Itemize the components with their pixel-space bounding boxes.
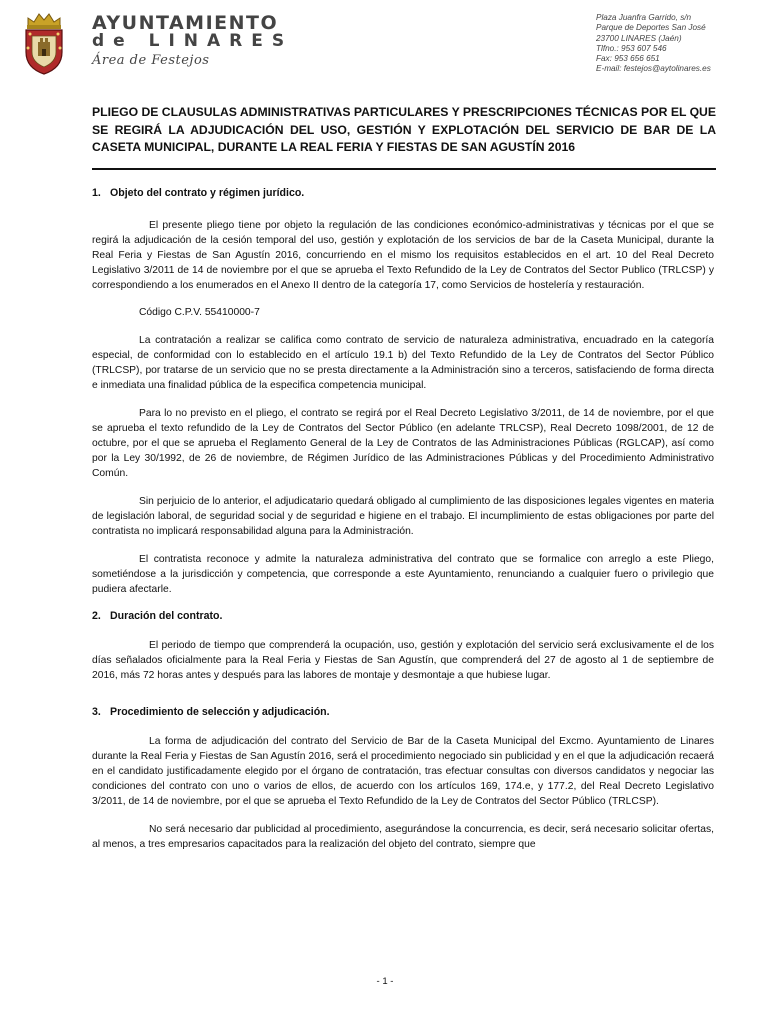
paragraph: La forma de adjudicación del contrato del Servicio de Bar de la Caseta Municipal del Excmo. Ayuntamiento de Linares durante la Real Feria y Fiestas de San Agustín 2016, será el procedimiento negociado sin publicidad y en el que la adjudicación recaerá en el candidato justificadamente elegido por el órgano de contratación, tras efectuar consultas con diversos candidatos y negociar las condiciones del contrato con uno o varios de ellos, de acuerdo con los artículos 169, 174.e, y 177.2, del Real Decreto Legislativo 3/2011, de 14 de noviembre, por el que se aprueba el Texto Refundido de la Ley de Contratos del Sector Público (TRLCSP). (92, 736, 714, 807)
cpv-code: Código C.P.V. 55410000-7 (139, 307, 260, 318)
department-name: Área de Festejos (92, 53, 210, 68)
section-number: 1. (92, 187, 101, 199)
document-title: PLIEGO DE CLAUSULAS ADMINISTRATIVAS PARTICULARES Y PRESCRIPCIONES TÉCNICAS POR EL QUE SE REGIRÁ LA ADJUDICACIÓN DEL USO, GESTIÓN Y EXPLOTACIÓN DEL SERVICIO DE BAR DE LA CASETA MUNICIPAL, DURANTE LA REAL FERIA Y FIESTAS DE SAN AGUSTÍN 2016 (92, 105, 716, 155)
letterhead (0, 0, 770, 78)
coat-of-arms-icon (20, 12, 68, 76)
section-title: Duración del contrato. (110, 610, 223, 622)
org-name-line2: de LINARES (92, 31, 294, 51)
org-name-line1: AYUNTAMIENTO (92, 12, 279, 34)
paragraph: El contratista reconoce y admite la naturaleza administrativa del contrato que se formalice con arreglo a este Pliego, sometiéndose a la jurisdicción y competencia, que corresponde a este Ayuntamiento, renunciando a cualquier fuero o privilegio que pudiera afectarle. (92, 554, 714, 595)
section-title: Objeto del contrato y régimen jurídico. (110, 187, 305, 199)
contact-address: Plaza Juanfra Garrido, s/n (596, 13, 692, 22)
section-heading-2 (92, 609, 714, 624)
contact-fax: Fax: 953 656 651 (596, 54, 660, 64)
paragraph: El periodo de tiempo que comprenderá la ocupación, uso, gestión y explotación del servicio será exclusivamente el de los días señalados oficialmente para la Real Feria y Fiestas de San Agustín, que comprenderá del 27 de agosto al 1 de septiembre de 2016, más 72 horas antes y después para las labores de montaje y desmontaje a que hubiese lugar. (92, 640, 714, 681)
paragraph: Para lo no previsto en el pliego, el contrato se regirá por el Real Decreto Legislativo 3/2011, de 14 de noviembre, por el que se aprueba el texto refundido de la Ley de Contratos del Sector Público (en adelante TRLCSP), Real Decreto 1098/2001, de 12 de octubre, por el que se aprueba el Reglamento General de la Ley de Contratos de las Administraciones Públicas (RGLCAP), así como por la Ley 30/1992, de 26 de noviembre, de Régimen Jurídico de las Administraciones Públicas y del Procedimiento Administrativo Común. (92, 408, 714, 479)
contact-email: E-mail: festejos@aytolinares.es (596, 64, 711, 74)
section-number: 3. (92, 706, 101, 718)
contact-phone: Tlfno.: 953 607 546 (596, 43, 667, 53)
paragraph: El presente pliego tiene por objeto la regulación de las condiciones económico-administrativas y técnicas por el que se regirá la adjudicación de la cesión temporal del uso, gestión y explotación de los servicios de bar de la Caseta Municipal, durante la Real Feria y Fiestas de San Agustín 2016, concurriendo en el mismo los requisitos establecidos en el art. 10 del Real Decreto Legislativo 3/2011 de 14 de noviembre por el que se aprueba el Texto Refundido de la Ley de Contratos del Sector Publico (TRLCSP) y correspondiendo a los enumerados en el Anexo II dentro de la categoría 17, como Servicios de hostelería y restauración. (92, 220, 714, 291)
title-divider (92, 168, 716, 170)
document-body (92, 186, 714, 852)
organization-name (92, 14, 293, 71)
contact-city: 23700 LINARES (Jaén) (596, 33, 682, 43)
paragraph: La contratación a realizar se califica como contrato de servicio de naturaleza administrativa, encuadrado en la categoría especial, de conformidad con lo establecido en el artículo 19.1 b) del Texto Refundido de la Ley de Contratos del Sector Público (TRLCSP), por tratarse de un servicio que no se presta directamente a la Administración sino a terceros, satisfaciendo de forma directa e inmediata una finalidad pública de la especifica competencia municipal. (92, 335, 714, 391)
contact-block (596, 13, 711, 75)
paragraph: Sin perjuicio de lo anterior, el adjudicatario quedará obligado al cumplimiento de las disposiciones legales vigentes en materia de legislación laboral, de seguridad social y de seguridad e higiene en el trabajo. El incumplimiento de estas obligaciones por parte del contratista no implicará responsabilidad alguna para la Administración. (92, 496, 714, 537)
section-number: 2. (92, 610, 101, 622)
section-title: Procedimiento de selección y adjudicación. (110, 706, 330, 718)
contact-venue: Parque de Deportes San José (596, 23, 706, 33)
paragraph: No será necesario dar publicidad al procedimiento, asegurándose la concurrencia, es decir, será necesario solicitar ofertas, al menos, a tres empresarios capacitados para la realización del objeto del contrato, siempre que (92, 824, 714, 850)
section-heading-3 (92, 705, 714, 720)
page-number: - 1 - (376, 976, 394, 987)
section-heading-1 (92, 186, 714, 201)
